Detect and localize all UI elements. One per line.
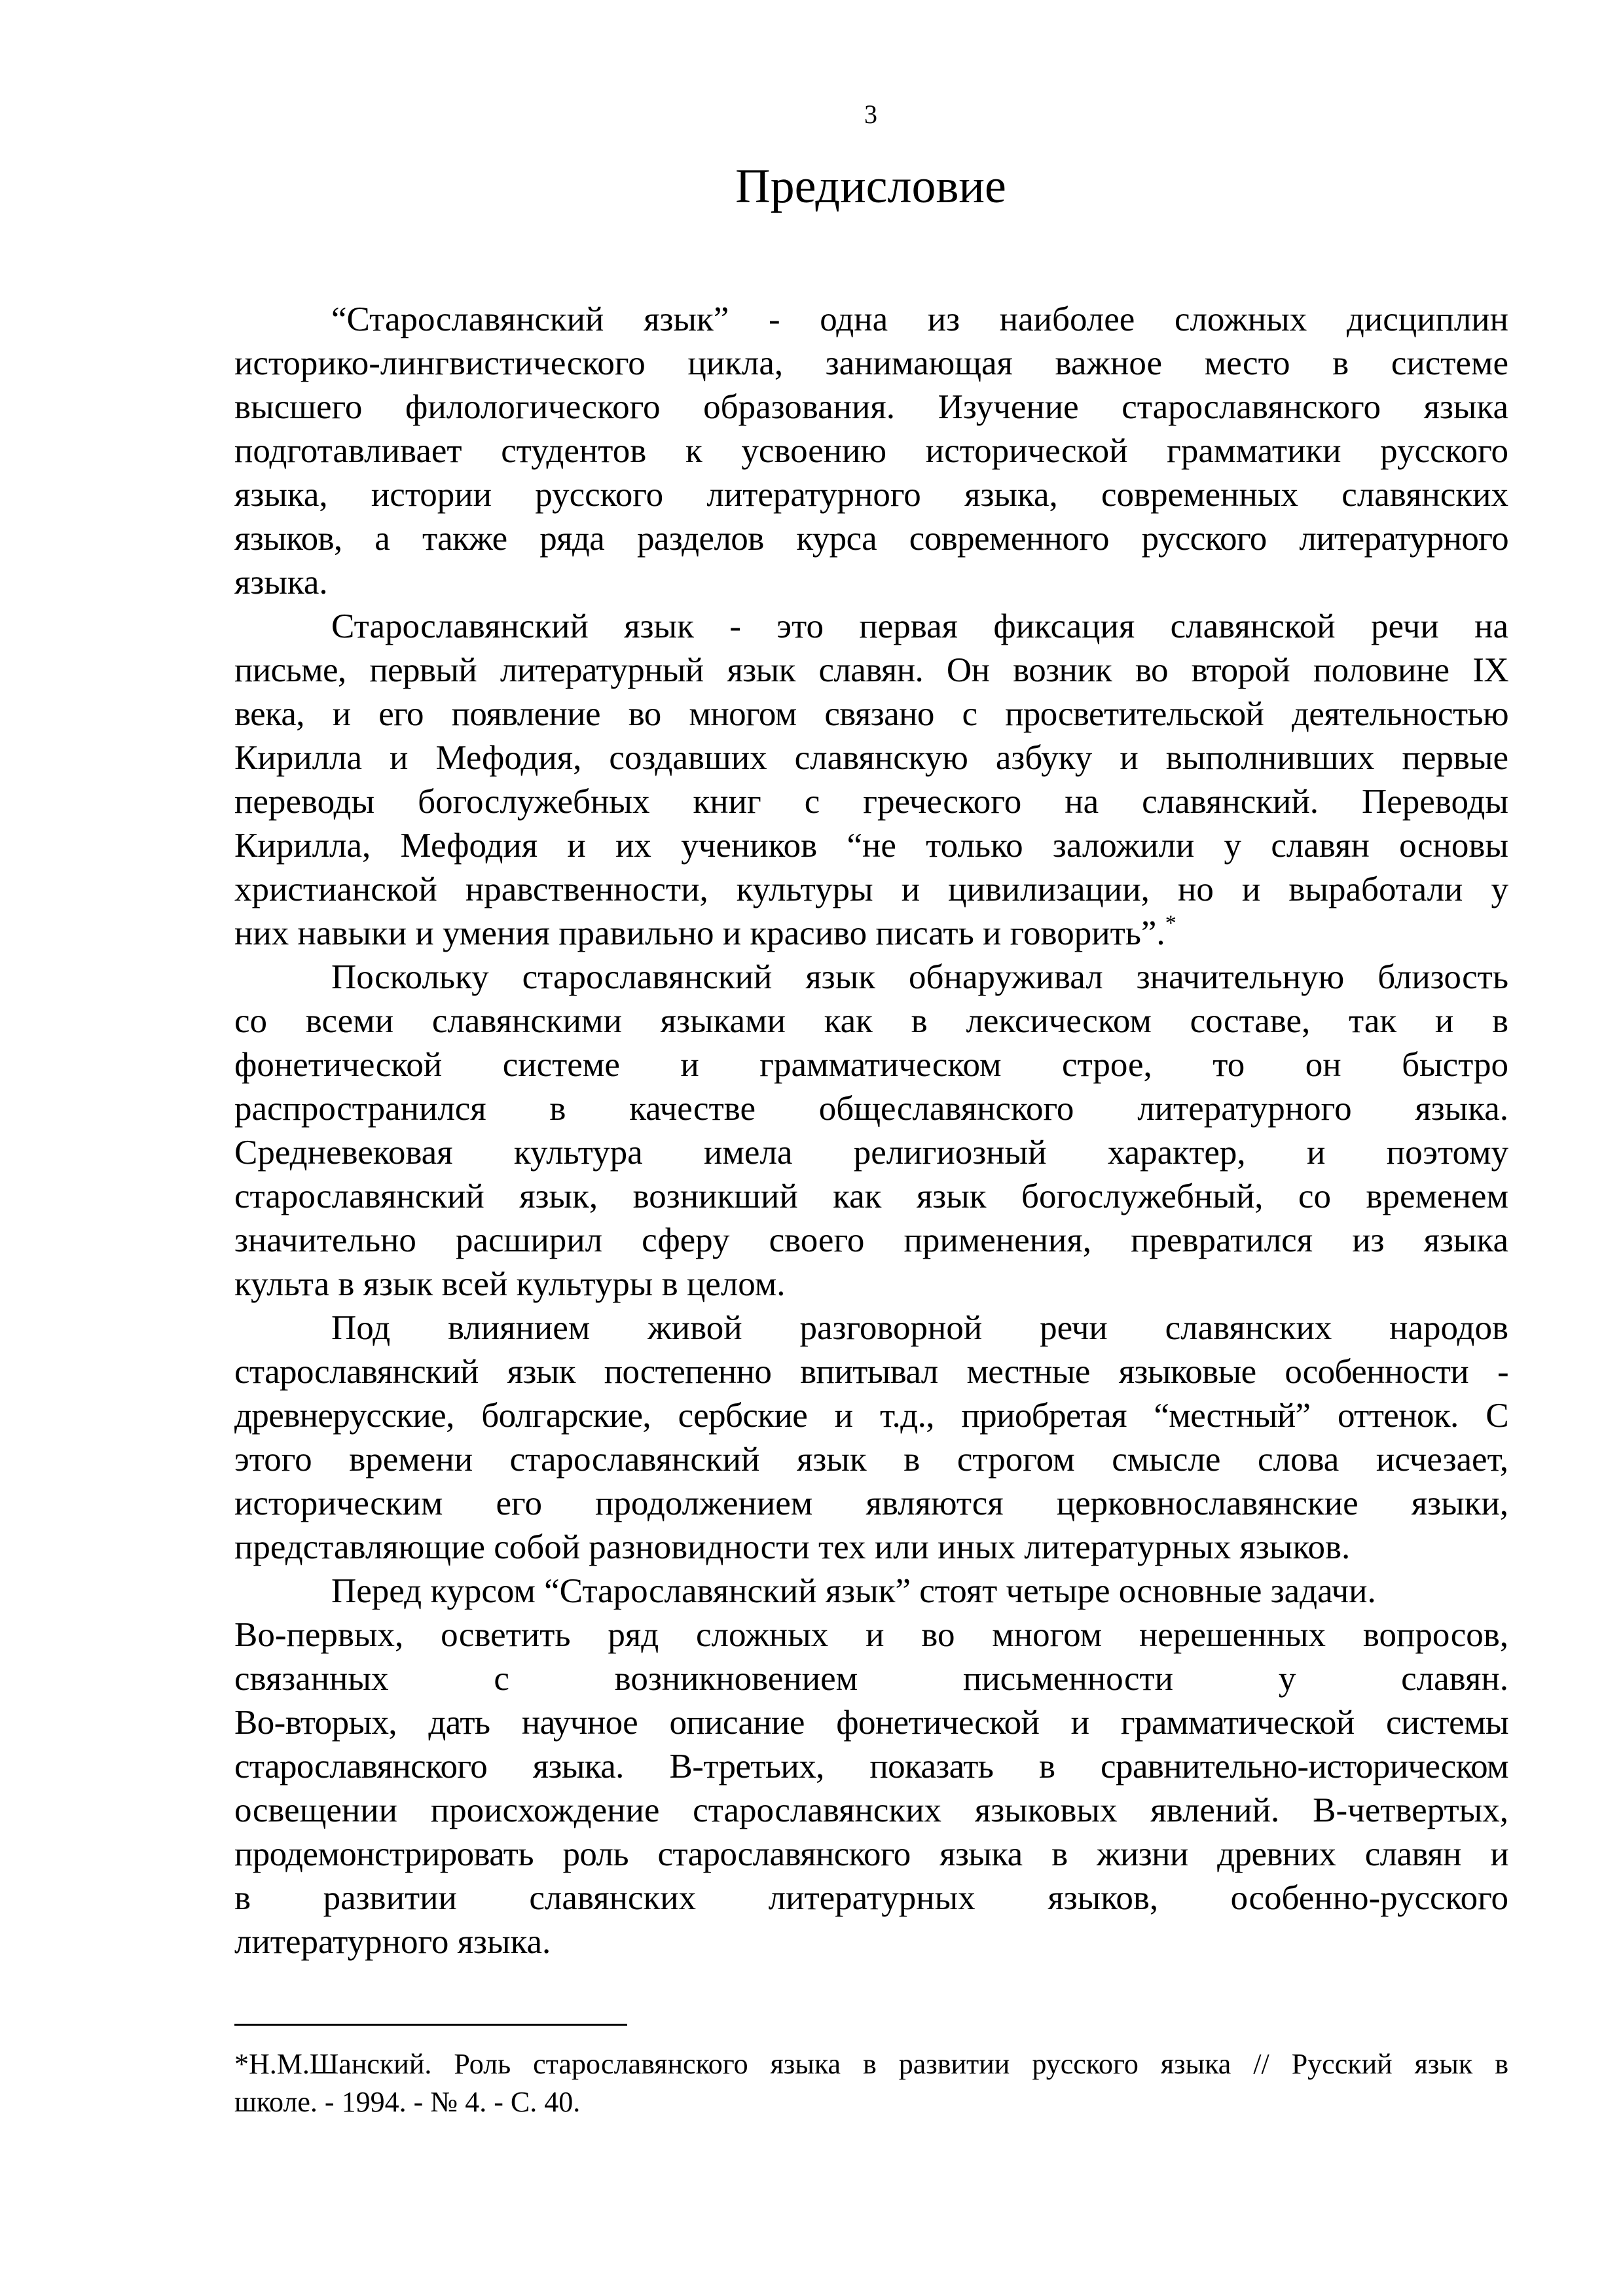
page-number: 3: [864, 99, 877, 129]
text-line: этого времени старославянский язык в строгом смысле слова исчезает,: [234, 1441, 1508, 1479]
text-line: Под влиянием живой разговорной речи славянских народов: [331, 1309, 1508, 1347]
text-line: старославянский язык, возникший как язык богослужебный, со временем: [234, 1177, 1508, 1215]
text-line: Кирилла, Мефодия и их учеников “не только заложили у славян основы: [234, 827, 1508, 865]
text-line: фонетической системе и грамматическом строе, то он быстро: [234, 1046, 1508, 1084]
footnote-divider: [234, 2024, 627, 2026]
text-line: представляющие собой разновидности тех или иных литературных языков.: [234, 1528, 1351, 1566]
text-line: Перед курсом “Старославянский язык” стоят четыре основные задачи.: [331, 1572, 1376, 1610]
text-line: в развитии славянских литературных языков, особенно-русского: [234, 1879, 1508, 1917]
text-line: них навыки и умения правильно и красиво писать и говорить”.: [234, 914, 1165, 952]
text-line: значительно расширил сферу своего применения, превратился из языка: [234, 1221, 1508, 1259]
text-line: подготавливает студентов к усвоению исторической грамматики русского: [234, 432, 1508, 470]
text-line: языка.: [234, 564, 328, 601]
text-line: освещении происхождение старославянских языковых явлений. В-четвертых,: [234, 1791, 1508, 1829]
paragraph-2: [234, 605, 1508, 956]
paragraph-4: [234, 1306, 1508, 1570]
text-line: старославянского языка. В-третьих, показать в сравнительно-историческом: [234, 1748, 1508, 1785]
text-line: “Старославянский язык” - одна из наиболее сложных дисциплин: [331, 300, 1508, 338]
text-line: языка, истории русского литературного языка, современных славянских: [234, 476, 1508, 514]
text-line: Средневековая культура имела религиозный характер, и поэтому: [234, 1134, 1508, 1172]
text-line: связанных с возникновением письменности у славян.: [234, 1660, 1508, 1698]
text-line: христианской нравственности, культуры и цивилизации, но и выработали у: [234, 870, 1508, 908]
text-line: письме, первый литературный язык славян. Он возник во второй половине IX: [234, 651, 1508, 689]
text-line: Кирилла и Мефодия, создавших славянскую азбуку и выполнивших первые: [234, 739, 1508, 777]
text-line: века, и его появление во многом связано с просветительской деятельностью: [234, 695, 1508, 733]
text-line: продемонстрировать роль старославянского языка в жизни древних славян и: [234, 1835, 1508, 1873]
text-line: Во-вторых, дать научное описание фонетической и грамматической системы: [234, 1704, 1508, 1742]
text-line: распространился в качестве общеславянского литературного языка.: [234, 1090, 1508, 1128]
text-line: Во-первых, осветить ряд сложных и во многом нерешенных вопросов,: [234, 1616, 1508, 1654]
text-line: Поскольку старославянский язык обнаруживал значительную близость: [331, 958, 1508, 996]
paragraph-5: [234, 1570, 1508, 1964]
text-line-with-footnote: [234, 912, 1508, 956]
text-line: литературного языка.: [234, 1923, 551, 1961]
text-line: со всеми славянскими языками как в лексическом составе, так и в: [234, 1002, 1508, 1040]
text-line: языков, а также ряда разделов курса современного русского литературного: [234, 520, 1508, 558]
text-line: культа в язык всей культуры в целом.: [234, 1265, 786, 1303]
paragraph-1: [234, 298, 1508, 605]
text-line: старославянский язык постепенно впитывал местные языковые особенности -: [234, 1353, 1508, 1391]
text-line: высшего филологического образования. Изучение старославянского языка: [234, 388, 1508, 426]
text-line: древнерусские, болгарские, сербские и т.д., приобретая “местный” оттенок. С: [234, 1397, 1508, 1435]
footnote-line: *Н.М.Шанский. Роль старославянского языка в развитии русского языка // Русский язык в: [234, 2048, 1508, 2080]
text-line: переводы богослужебных книг с греческого на славянский. Переводы: [234, 783, 1508, 821]
paragraph-3: [234, 956, 1508, 1306]
footnote: [234, 2045, 1508, 2121]
page-title: Предисловие: [735, 160, 1006, 213]
text-line: историко-лингвистического цикла, занимающая важное место в системе: [234, 344, 1508, 382]
body-text: [234, 298, 1508, 1964]
footnote-mark: *: [1165, 911, 1176, 935]
footnote-line: школе. - 1994. - № 4. - С. 40.: [234, 2086, 581, 2118]
text-line: Старославянский язык - это первая фиксация славянской речи на: [331, 607, 1508, 645]
text-line: историческим его продолжением являются церковнославянские языки,: [234, 1484, 1508, 1522]
